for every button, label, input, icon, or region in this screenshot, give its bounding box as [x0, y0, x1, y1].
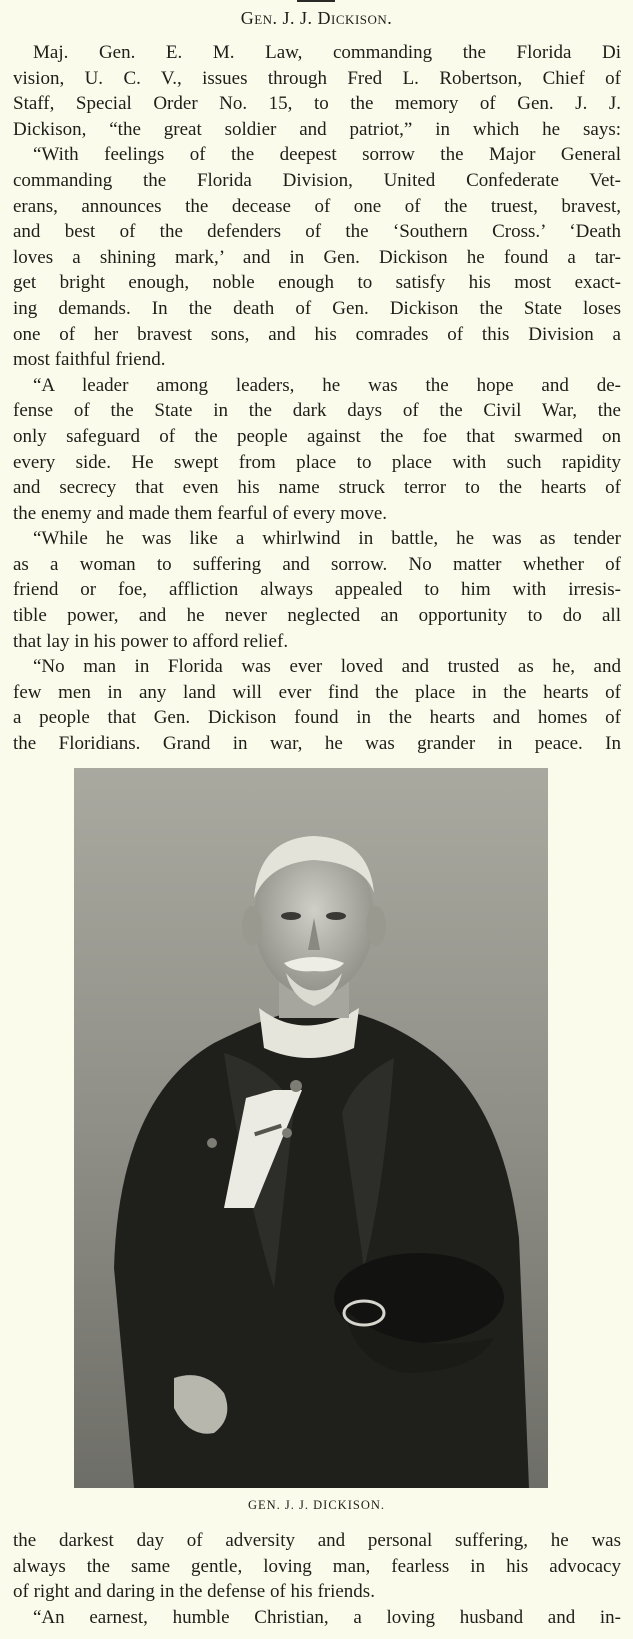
text-line: “An earnest, humble Christian, a loving husband and in- [33, 1606, 621, 1628]
paragraph-adversity [13, 1528, 621, 1605]
portrait-photo [74, 768, 548, 1488]
text-line: fense of the State in the dark days of the Civil War, the [13, 400, 621, 422]
text-line: few men in any land will ever find the place in the hearts of [13, 681, 621, 703]
text-line: one of her bravest sons, and his comrades of this Division a [13, 323, 621, 345]
text-line: friend or foe, affliction always appealed to him with irresis- [13, 579, 621, 601]
text-line: the Floridians. Grand in war, he was grander in peace. In [13, 733, 621, 755]
text-line: and best of the defenders of the ‘Southern Cross.’ ‘Death [13, 221, 621, 243]
text-line: “While he was like a whirlwind in battle, he was as tender [33, 528, 621, 550]
text-line: most faithful friend. [13, 349, 166, 371]
text-line: the enemy and made them fearful of every move. [13, 502, 388, 524]
text-line: erans, announces the decease of one of the truest, bravest, [13, 195, 621, 217]
text-line: “No man in Florida was ever loved and trusted as he, and [33, 656, 621, 678]
text-line: every side. He swept from place to place with such rapidity [13, 451, 621, 473]
article-title: Gen. J. J. Dickison. [240, 8, 393, 28]
photo-caption: GEN. J. J. DICKISON. [247, 1498, 386, 1512]
text-line: the darkest day of adversity and personal suffering, he was [13, 1530, 621, 1551]
text-line: Staff, Special Order No. 15, to the memory of Gen. J. J. [13, 93, 621, 115]
text-line: get bright enough, noble enough to satisfy his most exact- [13, 272, 621, 294]
text-line: loves a shining mark,’ and in Gen. Dickison he found a tar- [13, 246, 621, 268]
text-line: vision, U. C. V., issues through Fred L. Robertson, Chief of [13, 67, 621, 89]
paragraph-order-intro [13, 40, 621, 142]
text-line: as a woman to suffering and sorrow. No matter whether of [13, 553, 621, 575]
text-line: “With feelings of the deepest sorrow the Major General [33, 144, 621, 166]
article-continuation [13, 1528, 621, 1630]
text-line: Maj. Gen. E. M. Law, commanding the Florida Di [33, 42, 621, 63]
text-line: Dickison, “the great soldier and patriot,” in which he says: [13, 118, 621, 140]
text-line: tible power, and he never neglected an opportunity to do all [13, 605, 621, 627]
text-line: always the same gentle, loving man, fearless in his advocacy [13, 1555, 621, 1577]
text-line: of right and daring in the defense of his friends. [13, 1581, 375, 1603]
article-body [13, 40, 621, 757]
text-line: commanding the Florida Division, United Confederate Vet- [13, 169, 621, 191]
text-line: “A leader among leaders, he was the hope and de- [33, 374, 621, 396]
text-line: ing demands. In the death of Gen. Dickison the State loses [13, 297, 621, 319]
paragraph-christian [13, 1605, 621, 1631]
top-rule [297, 0, 335, 2]
text-line: a people that Gen. Dickison found in the hearts and homes of [13, 707, 621, 729]
text-line: that lay in his power to afford relief. [13, 630, 289, 652]
paragraph-announcement [13, 142, 621, 372]
text-line: only safeguard of the people against the foe that swarmed on [13, 425, 621, 447]
text-line: and secrecy that even his name struck terror to the hearts of [13, 477, 621, 499]
paragraph-florida [13, 654, 621, 756]
paragraph-leader [13, 373, 621, 527]
paragraph-whirlwind [13, 526, 621, 654]
